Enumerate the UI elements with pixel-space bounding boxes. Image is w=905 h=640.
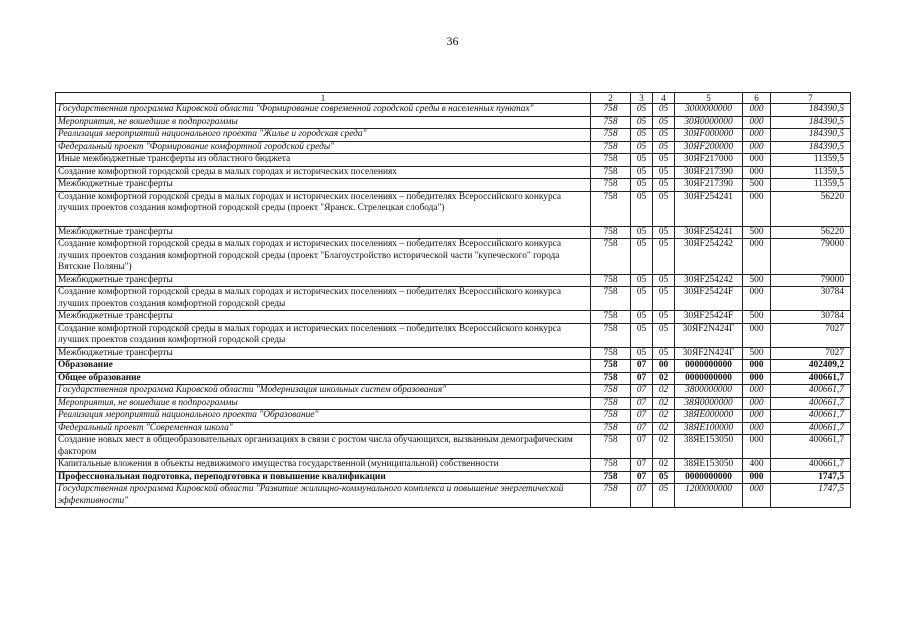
section-cell: 07: [631, 435, 653, 459]
table-row: [56, 360, 851, 373]
subsection-cell: 02: [653, 410, 675, 423]
table-row: [56, 191, 851, 226]
ministry-code-cell: 758: [591, 347, 631, 360]
expense-type-cell: 500: [743, 311, 771, 324]
row-name-cell: Межбюджетные трансферты: [56, 311, 591, 324]
table-row: [56, 323, 851, 347]
row-name-cell: Создание комфортной городской среды в малых городах и исторических поселениях – победителях Всероссийского конкурса лучших проектов создания комфортной городской среды (проект "Яранск. Стрелецкая слобода"): [56, 191, 591, 226]
table-row: [56, 347, 851, 360]
expense-type-cell: 000: [743, 166, 771, 179]
amount-cell: 7027: [771, 347, 851, 360]
target-article-cell: 0000000000: [675, 471, 743, 484]
expense-type-cell: 000: [743, 471, 771, 484]
target-article-cell: 30ЯF217000: [675, 154, 743, 167]
section-cell: 07: [631, 360, 653, 373]
subsection-cell: 02: [653, 372, 675, 385]
row-name-cell: Общее образование: [56, 372, 591, 385]
expense-type-cell: 500: [743, 274, 771, 287]
column-header: 3: [631, 93, 653, 104]
section-cell: 05: [631, 166, 653, 179]
expense-type-cell: 000: [743, 154, 771, 167]
table-row: [56, 435, 851, 459]
subsection-cell: 05: [653, 311, 675, 324]
ministry-code-cell: 758: [591, 141, 631, 154]
expense-type-cell: 000: [743, 410, 771, 423]
amount-cell: 11359,5: [771, 179, 851, 192]
section-cell: 07: [631, 459, 653, 472]
subsection-cell: 05: [653, 484, 675, 508]
row-name-cell: Государственная программа Кировской области "Формирование современной городской среды в населенных пунктах": [56, 104, 591, 117]
target-article-cell: 30ЯF217390: [675, 179, 743, 192]
subsection-cell: 05: [653, 179, 675, 192]
table-row: [56, 287, 851, 311]
section-cell: 05: [631, 347, 653, 360]
ministry-code-cell: 758: [591, 435, 631, 459]
amount-cell: 11359,5: [771, 154, 851, 167]
expense-type-cell: 000: [743, 104, 771, 117]
section-cell: 07: [631, 422, 653, 435]
expense-type-cell: 000: [743, 422, 771, 435]
ministry-code-cell: 758: [591, 397, 631, 410]
ministry-code-cell: 758: [591, 459, 631, 472]
target-article-cell: 38ЯE000000: [675, 410, 743, 423]
expense-type-cell: 400: [743, 459, 771, 472]
column-header: 5: [675, 93, 743, 104]
subsection-cell: 02: [653, 397, 675, 410]
ministry-code-cell: 758: [591, 226, 631, 239]
amount-cell: 184390,5: [771, 104, 851, 117]
amount-cell: 7027: [771, 323, 851, 347]
ministry-code-cell: 758: [591, 239, 631, 275]
row-name-cell: Создание комфортной городской среды в малых городах и исторических поселениях: [56, 166, 591, 179]
amount-cell: 184390,5: [771, 116, 851, 129]
subsection-cell: 05: [653, 104, 675, 117]
row-name-cell: Межбюджетные трансферты: [56, 179, 591, 192]
amount-cell: 402409,2: [771, 360, 851, 373]
table-row: [56, 385, 851, 398]
section-cell: 05: [631, 311, 653, 324]
column-header: 2: [591, 93, 631, 104]
target-article-cell: 38ЯE153050: [675, 459, 743, 472]
row-name-cell: Профессиональная подготовка, переподготовка и повышение квалификации: [56, 471, 591, 484]
table-row: [56, 129, 851, 142]
table-row: [56, 226, 851, 239]
amount-cell: 79000: [771, 239, 851, 275]
ministry-code-cell: 758: [591, 360, 631, 373]
subsection-cell: 00: [653, 360, 675, 373]
subsection-cell: 05: [653, 141, 675, 154]
amount-cell: 184390,5: [771, 129, 851, 142]
target-article-cell: 30ЯF217390: [675, 166, 743, 179]
subsection-cell: 05: [653, 323, 675, 347]
subsection-cell: 05: [653, 239, 675, 275]
table-row: [56, 116, 851, 129]
row-name-cell: Создание комфортной городской среды в малых городах и исторических поселениях – победителях Всероссийского конкурса лучших проектов создания комфортной городской среды (проект "Благоустройство исторической части "купеческого" города Вятские Поляны"): [56, 239, 591, 275]
amount-cell: 400661,7: [771, 397, 851, 410]
row-name-cell: Межбюджетные трансферты: [56, 226, 591, 239]
subsection-cell: 05: [653, 191, 675, 226]
row-name-cell: Реализация мероприятий национального проекта "Жилье и городская среда": [56, 129, 591, 142]
target-article-cell: 30ЯF254242: [675, 274, 743, 287]
expense-type-cell: 500: [743, 179, 771, 192]
amount-cell: 56220: [771, 226, 851, 239]
target-article-cell: 38ЯE100000: [675, 422, 743, 435]
subsection-cell: 02: [653, 385, 675, 398]
amount-cell: 400661,7: [771, 435, 851, 459]
row-name-cell: Федеральный проект "Современная школа": [56, 422, 591, 435]
subsection-cell: 05: [653, 116, 675, 129]
amount-cell: 184390,5: [771, 141, 851, 154]
amount-cell: 56220: [771, 191, 851, 226]
target-article-cell: 38ЯE153050: [675, 435, 743, 459]
page-number: 36: [446, 34, 459, 48]
ministry-code-cell: 758: [591, 154, 631, 167]
ministry-code-cell: 758: [591, 471, 631, 484]
table-row: [56, 104, 851, 117]
section-cell: 05: [631, 239, 653, 275]
target-article-cell: 1200000000: [675, 484, 743, 508]
table-row: [56, 311, 851, 324]
row-name-cell: Межбюджетные трансферты: [56, 274, 591, 287]
column-header: 6: [743, 93, 771, 104]
target-article-cell: 3000000000: [675, 104, 743, 117]
expense-type-cell: 000: [743, 191, 771, 226]
target-article-cell: 30Я0000000: [675, 116, 743, 129]
target-article-cell: 0000000000: [675, 372, 743, 385]
subsection-cell: 05: [653, 226, 675, 239]
row-name-cell: Создание новых мест в общеобразовательных организациях в связи с ростом числа обучающихся, вызванным демографическим фактором: [56, 435, 591, 459]
section-cell: 05: [631, 191, 653, 226]
subsection-cell: 02: [653, 422, 675, 435]
row-name-cell: Мероприятия, не вошедшие в подпрограммы: [56, 397, 591, 410]
table-row: [56, 154, 851, 167]
ministry-code-cell: 758: [591, 422, 631, 435]
table-row: [56, 397, 851, 410]
expense-type-cell: 000: [743, 129, 771, 142]
section-cell: 07: [631, 471, 653, 484]
section-cell: 05: [631, 129, 653, 142]
subsection-cell: 05: [653, 471, 675, 484]
row-name-cell: Государственная программа Кировской области "Модернизация школьных систем образования": [56, 385, 591, 398]
row-name-cell: Федеральный проект "Формирование комфортной городской среды": [56, 141, 591, 154]
amount-cell: 400661,7: [771, 459, 851, 472]
expense-type-cell: 000: [743, 239, 771, 275]
target-article-cell: 30ЯF254241: [675, 226, 743, 239]
row-name-cell: Создание комфортной городской среды в малых городах и исторических поселениях – победителях Всероссийского конкурса лучших проектов создания комфортной городской среды: [56, 323, 591, 347]
row-name-cell: Реализация мероприятий национального проекта "Образование": [56, 410, 591, 423]
expense-type-cell: 000: [743, 116, 771, 129]
table-row: [56, 459, 851, 472]
subsection-cell: 05: [653, 287, 675, 311]
expense-type-cell: 000: [743, 360, 771, 373]
subsection-cell: 02: [653, 435, 675, 459]
expense-type-cell: 000: [743, 323, 771, 347]
expense-type-cell: 000: [743, 372, 771, 385]
column-header: 4: [653, 93, 675, 104]
section-cell: 07: [631, 484, 653, 508]
subsection-cell: 02: [653, 459, 675, 472]
section-cell: 05: [631, 226, 653, 239]
table-row: [56, 471, 851, 484]
amount-cell: 400661,7: [771, 410, 851, 423]
section-cell: 07: [631, 397, 653, 410]
table-row: [56, 274, 851, 287]
column-header: 7: [771, 93, 851, 104]
section-cell: 05: [631, 116, 653, 129]
expense-type-cell: 000: [743, 287, 771, 311]
target-article-cell: 0000000000: [675, 360, 743, 373]
row-name-cell: Мероприятия, не вошедшие в подпрограммы: [56, 116, 591, 129]
ministry-code-cell: 758: [591, 104, 631, 117]
target-article-cell: 30ЯF254241: [675, 191, 743, 226]
target-article-cell: 30ЯF2N424Г: [675, 347, 743, 360]
ministry-code-cell: 758: [591, 287, 631, 311]
ministry-code-cell: 758: [591, 191, 631, 226]
table-row: [56, 166, 851, 179]
table-row: [56, 422, 851, 435]
ministry-code-cell: 758: [591, 410, 631, 423]
row-name-cell: Образование: [56, 360, 591, 373]
amount-cell: 30784: [771, 287, 851, 311]
ministry-code-cell: 758: [591, 274, 631, 287]
amount-cell: 79000: [771, 274, 851, 287]
section-cell: 05: [631, 274, 653, 287]
target-article-cell: 30ЯF000000: [675, 129, 743, 142]
expense-type-cell: 000: [743, 435, 771, 459]
ministry-code-cell: 758: [591, 311, 631, 324]
subsection-cell: 05: [653, 274, 675, 287]
ministry-code-cell: 758: [591, 385, 631, 398]
ministry-code-cell: 758: [591, 166, 631, 179]
table-row: [56, 179, 851, 192]
expense-type-cell: 000: [743, 484, 771, 508]
amount-cell: 30784: [771, 311, 851, 324]
ministry-code-cell: 758: [591, 129, 631, 142]
section-cell: 07: [631, 372, 653, 385]
table-row: [56, 141, 851, 154]
section-cell: 05: [631, 104, 653, 117]
row-name-cell: Капитальные вложения в объекты недвижимого имущества государственной (муниципальной) собственности: [56, 459, 591, 472]
amount-cell: 1747,5: [771, 484, 851, 508]
table-row: [56, 484, 851, 508]
target-article-cell: 3800000000: [675, 385, 743, 398]
target-article-cell: 30ЯF2N424Г: [675, 323, 743, 347]
table-row: [56, 239, 851, 275]
subsection-cell: 05: [653, 347, 675, 360]
ministry-code-cell: 758: [591, 372, 631, 385]
amount-cell: 400661,7: [771, 422, 851, 435]
budget-table: [55, 92, 851, 508]
section-cell: 05: [631, 154, 653, 167]
amount-cell: 400661,7: [771, 372, 851, 385]
expense-type-cell: 500: [743, 226, 771, 239]
target-article-cell: 30ЯF25424F: [675, 287, 743, 311]
row-name-cell: Создание комфортной городской среды в малых городах и исторических поселениях – победителях Всероссийского конкурса лучших проектов создания комфортной городской среды: [56, 287, 591, 311]
amount-cell: 1747,5: [771, 471, 851, 484]
expense-type-cell: 000: [743, 141, 771, 154]
table-header-row: [56, 93, 851, 104]
subsection-cell: 05: [653, 154, 675, 167]
target-article-cell: 30ЯF254242: [675, 239, 743, 275]
table-row: [56, 410, 851, 423]
section-cell: 05: [631, 287, 653, 311]
row-name-cell: Иные межбюджетные трансферты из областного бюджета: [56, 154, 591, 167]
expense-type-cell: 500: [743, 347, 771, 360]
expense-type-cell: 000: [743, 385, 771, 398]
section-cell: 05: [631, 323, 653, 347]
column-header: 1: [56, 93, 591, 104]
ministry-code-cell: 758: [591, 179, 631, 192]
row-name-cell: Государственная программа Кировской области "Развитие жилищно-коммунального комплекса и повышение энергетической эффективности": [56, 484, 591, 508]
section-cell: 07: [631, 410, 653, 423]
target-article-cell: 30ЯF200000: [675, 141, 743, 154]
subsection-cell: 05: [653, 129, 675, 142]
ministry-code-cell: 758: [591, 116, 631, 129]
table-row: [56, 372, 851, 385]
subsection-cell: 05: [653, 166, 675, 179]
expense-type-cell: 000: [743, 397, 771, 410]
ministry-code-cell: 758: [591, 484, 631, 508]
amount-cell: 400661,7: [771, 385, 851, 398]
target-article-cell: 38Я0000000: [675, 397, 743, 410]
section-cell: 07: [631, 385, 653, 398]
row-name-cell: Межбюджетные трансферты: [56, 347, 591, 360]
ministry-code-cell: 758: [591, 323, 631, 347]
section-cell: 05: [631, 141, 653, 154]
amount-cell: 11359,5: [771, 166, 851, 179]
section-cell: 05: [631, 179, 653, 192]
target-article-cell: 30ЯF25424F: [675, 311, 743, 324]
